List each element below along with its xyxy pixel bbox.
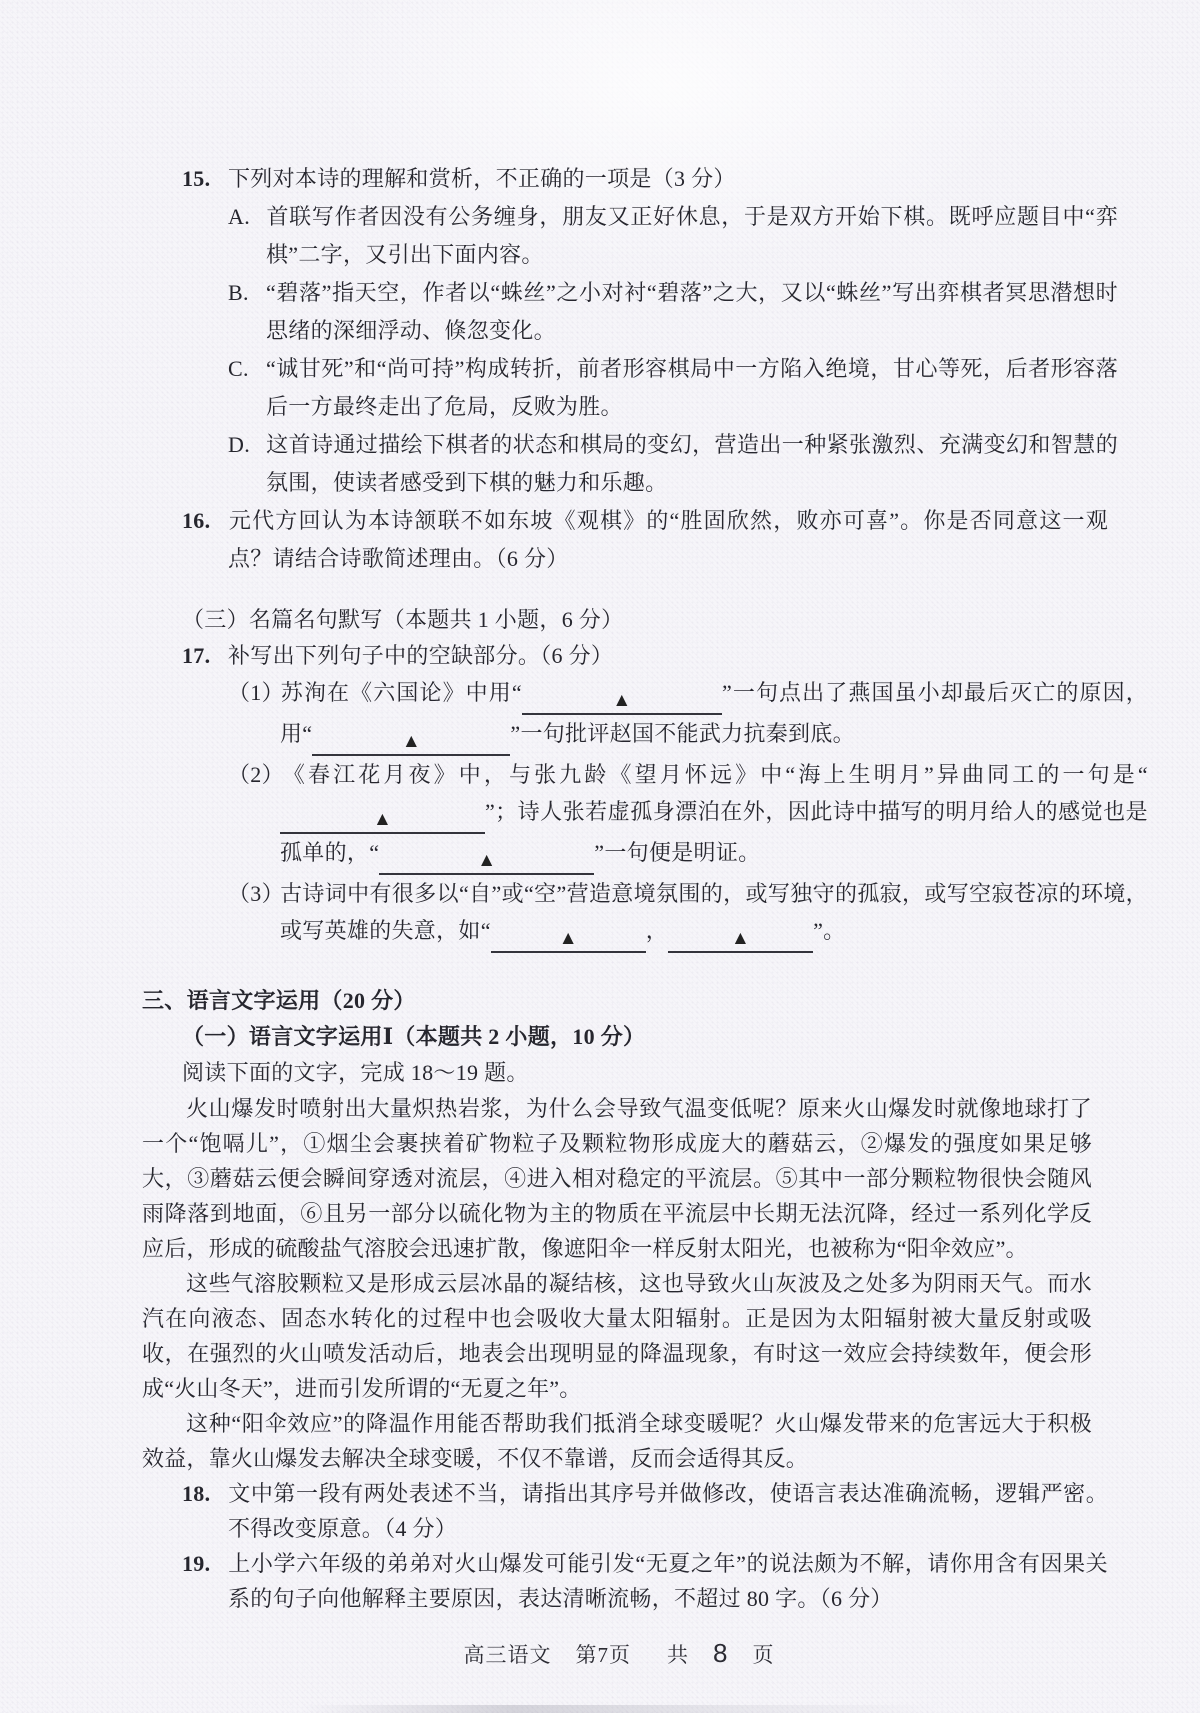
question-15-option-a — [228, 198, 1118, 274]
option-d-label: D. — [228, 432, 250, 457]
subsection-1-heading: （一）语言文字运用Ⅰ（本题共 2 小题，10 分） — [182, 1024, 646, 1049]
question-15-number: 15. — [182, 166, 211, 191]
triangle-marker: ▲ — [558, 928, 578, 949]
question-18 — [182, 1476, 1108, 1546]
question-16-text: 元代方回认为本诗颔联不如东坡《观棋》的“胜固欣然，败亦可喜”。你是否同意这一观点？请结合诗歌简述理由。（6 分） — [228, 508, 1108, 571]
item-2-label: （2） — [228, 762, 284, 787]
footer-total-pages: 共 8 页 — [667, 1638, 775, 1668]
reading-passage — [142, 1091, 1092, 1476]
option-d-text: 这首诗通过描绘下棋者的状态和棋局的变幻，营造出一种紧张激烈、充满变幻和智慧的氛围，使读者感受到下棋的魅力和乐趣。 — [266, 432, 1118, 495]
scan-artifact — [300, 1705, 940, 1713]
option-c-label: C. — [228, 356, 249, 381]
triangle-marker: ▲ — [401, 731, 421, 752]
question-17 — [0, 638, 1200, 953]
question-19-number: 19. — [182, 1551, 211, 1576]
answer-blank-underline — [280, 808, 485, 834]
triangle-marker: ▲ — [612, 690, 632, 711]
question-17-item-1 — [228, 674, 1148, 756]
option-b-label: B. — [228, 280, 249, 305]
footer-course: 高三语文 — [463, 1643, 552, 1667]
item-2-text-c: ”一句便是明证。 — [594, 840, 761, 865]
item-3-text-c: ”。 — [813, 918, 846, 943]
footer-page-number: 第7页 — [575, 1643, 632, 1667]
question-19 — [182, 1546, 1108, 1616]
question-15-option-c — [228, 350, 1118, 426]
answer-blank-underline — [522, 689, 722, 715]
question-16-number: 16. — [182, 508, 211, 533]
answer-blank-underline — [379, 849, 594, 875]
item-1-text-c: ”一句批评赵国不能武力抗秦到底。 — [510, 721, 855, 746]
item-2-text-a: 《春江花月夜》中，与张九龄《望月怀远》中“海上生明月”异曲同工的一句是“ — [280, 762, 1148, 787]
question-15-option-d — [228, 426, 1118, 502]
question-15-text: 下列对本诗的理解和赏析，不正确的一项是（3 分） — [228, 166, 736, 191]
question-15-option-b — [228, 274, 1118, 350]
section-main-heading: 三、语言文字运用（20 分） — [142, 988, 416, 1013]
option-a-text: 首联写作者因没有公务缠身，朋友又正好休息，于是双方开始下棋。既呼应题目中“弈棋”二字，又引出下面内容。 — [266, 204, 1118, 267]
reading-instruction: 阅读下面的文字，完成 18～19 题。 — [182, 1060, 529, 1085]
answer-blank-underline — [491, 927, 646, 953]
question-19-text: 上小学六年级的弟弟对火山爆发可能引发“无夏之年”的说法颇为不解，请你用含有因果关系的句子向他解释主要原因，表达清晰流畅，不超过 80 字。（6 分） — [228, 1551, 1108, 1611]
triangle-marker: ▲ — [731, 928, 751, 949]
question-17-stem — [182, 638, 1108, 674]
answer-blank-underline — [668, 927, 813, 953]
question-18-text: 文中第一段有两处表述不当，请指出其序号并做修改，使语言表达准确流畅，逻辑严密。不得改变原意。（4 分） — [228, 1481, 1108, 1541]
question-16 — [182, 502, 1108, 578]
item-1-text-a: 苏洵在《六国论》中用“ — [280, 680, 522, 705]
question-17-item-3 — [228, 875, 1148, 953]
triangle-marker: ▲ — [372, 809, 393, 830]
item-3-text-a: 古诗词中有很多以“自”或“空”营造意境氛围的，或写独守的孤寂，或写空寂苍凉的环境，或写英雄的失意，如“ — [280, 881, 1148, 943]
question-17-text: 补写出下列句子中的空缺部分。（6 分） — [228, 643, 614, 668]
option-c-text: “诚甘死”和“尚可持”构成转折，前者形容棋局中一方陷入绝境，甘心等死，后者形容落后一方最终走出了危局，反败为胜。 — [266, 356, 1118, 419]
question-17-number: 17. — [182, 643, 211, 668]
question-17-item-2 — [228, 756, 1148, 875]
item-1-label: （1） — [228, 680, 284, 705]
option-b-text: “碧落”指天空，作者以“蛛丝”之小对衬“碧落”之大，又以“蛛丝”写出弈棋者冥思潜想时思绪的深细浮动、倏忽变化。 — [266, 280, 1118, 343]
passage-paragraph-1: 火山爆发时喷射出大量炽热岩浆，为什么会导致气温变低呢？原来火山爆发时就像地球打了一个“饱嗝儿”，①烟尘会裹挟着矿物粒子及颗粒物形成庞大的蘑菇云，②爆发的强度如果足够大，③蘑菇云便会瞬间穿透对流层，④进入相对稳定的平流层。⑤其中一部分颗粒物很快会随风雨降落到地面，⑥且另一部分以硫化物为主的物质在平流层中长期无法沉降，经过一系列化学反应后，形成的硫酸盐气溶胶会迅速扩散，像遮阳伞一样反射太阳光，也被称为“阳伞效应”。 — [142, 1096, 1092, 1261]
passage-paragraph-3: 这种“阳伞效应”的降温作用能否帮助我们抵消全球变暖呢？火山爆发带来的危害远大于积极效益，靠火山爆发去解决全球变暖，不仅不靠谱，反而会适得其反。 — [142, 1411, 1092, 1471]
page-footer — [0, 1638, 1200, 1669]
item-2-text-b: ”；诗人张若虚孤身漂泊在外，因此诗中描写的明月给人的感觉也是孤单的，“ — [280, 799, 1148, 865]
item-3-text-b: ， — [645, 918, 669, 943]
item-1-text-b: ”一句点出了燕国虽小却最后灭亡的原因，用“ — [280, 680, 1148, 746]
question-15-stem — [182, 160, 1108, 198]
item-3-label: （3） — [228, 881, 284, 906]
option-a-label: A. — [228, 204, 250, 229]
triangle-marker: ▲ — [477, 850, 497, 871]
question-18-number: 18. — [182, 1481, 211, 1506]
section-3-heading: （三）名篇名句默写（本题共 1 小题，6 分） — [182, 607, 624, 632]
answer-blank-underline — [312, 730, 510, 756]
passage-paragraph-2: 这些气溶胶颗粒又是形成云层冰晶的凝结核，这也导致火山灰波及之处多为阴雨天气。而水汽在向液态、固态水转化的过程中也会吸收大量太阳辐射。正是因为太阳辐射被大量反射或吸收，在强烈的火山喷发活动后，地表会出现明显的降温现象，有时这一效应会持续数年，便会形成“火山冬天”，进而引发所谓的“无夏之年”。 — [142, 1271, 1092, 1401]
